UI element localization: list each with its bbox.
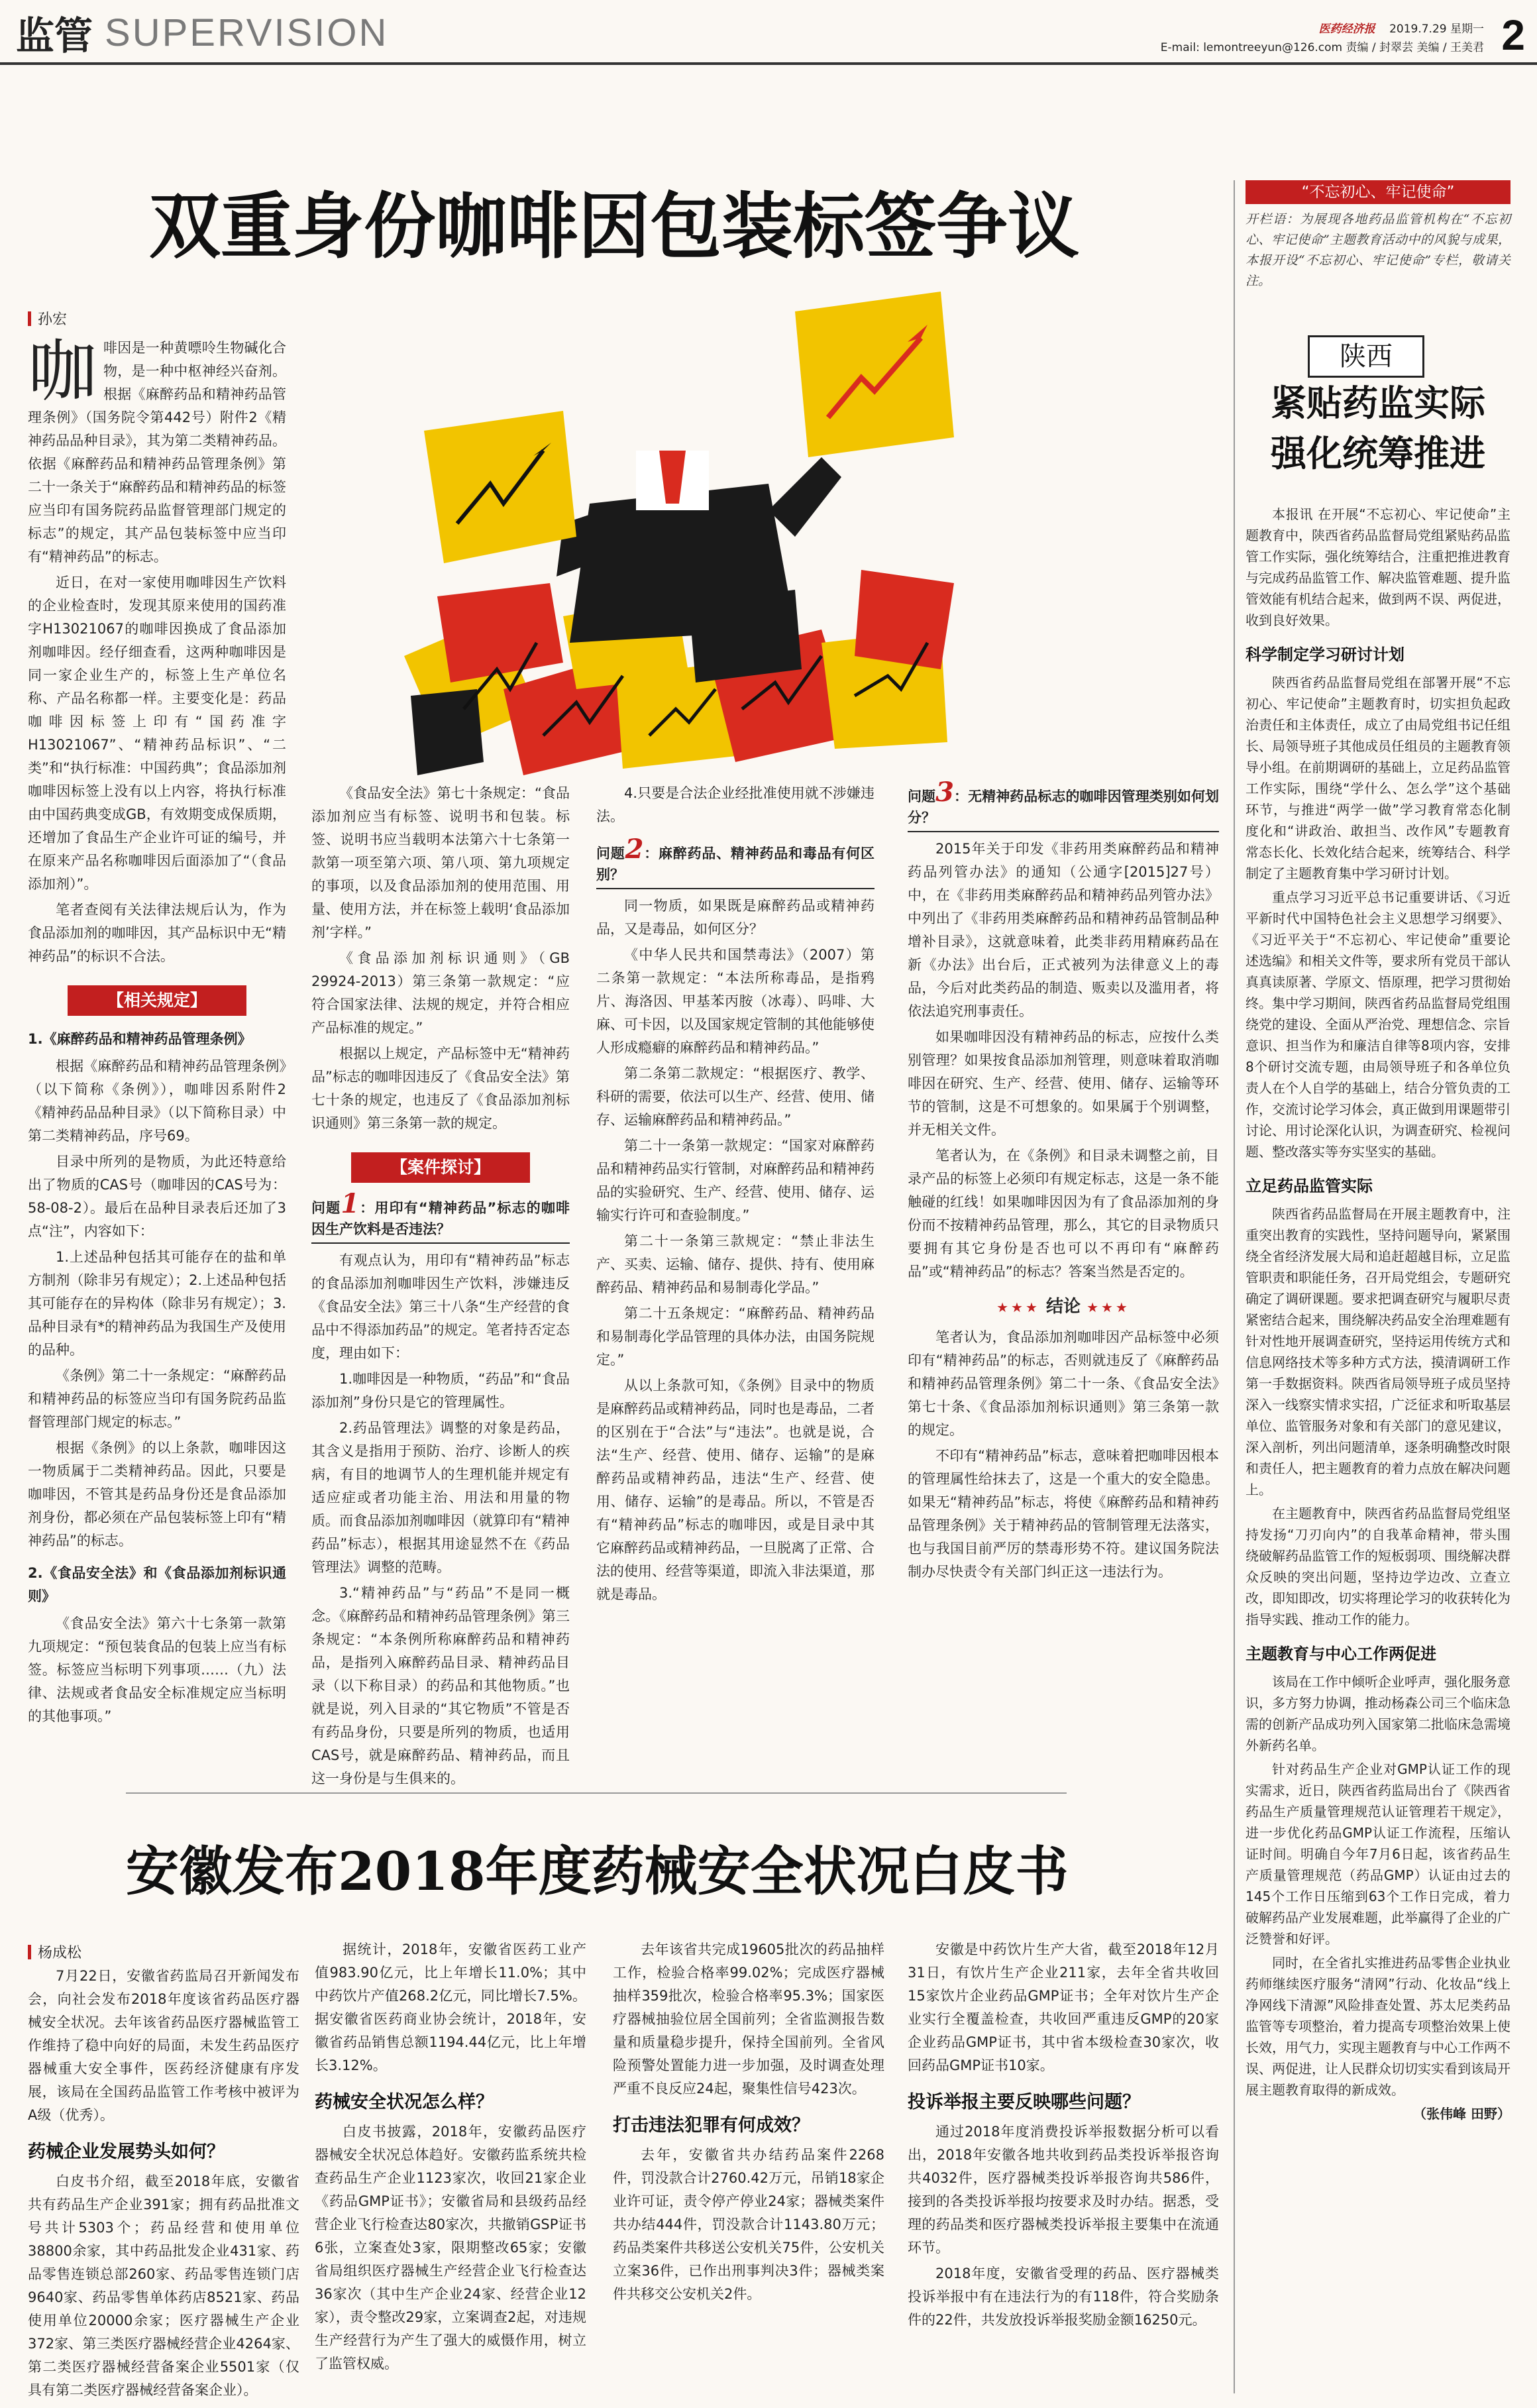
paragraph: 1.咖啡因是一种物质，“药品”和“食品添加剂”身份只是它的管理属性。 [311, 1371, 570, 1410]
article2-byline [28, 1942, 81, 1962]
sidebar-banner: “不忘初心、牢记使命” [1246, 180, 1510, 204]
section-title-en: SUPERVISION [105, 11, 389, 54]
paragraph: 同一物质，如果既是麻醉药品或精神药品，又是毒品，如何区分？ [596, 898, 874, 937]
question-text: ：麻醉药品、精神药品和毒品有何区别？ [596, 846, 875, 883]
article2-title: 安徽发布2018年度药械安全状况白皮书 [126, 1840, 1069, 1902]
paragraph: 本报讯 在开展“不忘初心、牢记使命”主题教育中，陕西省药品监督局党组紧贴药品监管工作实际，强化统筹结合，注重把推进教育与完成药品监管工作、解决监管难题、提升监管效能有机结合起来，做到两不误、两促进，收到良好效果。 [1246, 506, 1510, 628]
question-number: 1 [341, 1188, 360, 1219]
question-1-heading [311, 1188, 570, 1244]
article1-column-4 [908, 777, 1220, 1586]
paragraph: 第二十一条第一款规定：“国家对麻醉药品和精神药品实行管制，对麻醉药品和精神药品的实验研究、生产、经营、使用、储存、运输实行许可和查验制度。” [596, 1138, 874, 1223]
paragraph: 从以上条款可知，《条例》目录中的物质是麻醉药品或精神药品，同时也是毒品，二者的区别在于“合法”与“违法”。也就是说，合法“生产、经营、使用、储存、运输”的是麻醉药品或精神药品，违法“生产、经营、使用、储存、运输”的是毒品。所以，不管是否有“精神药品”标志的咖啡因，或是目录中其它麻醉药品或精神药品，一旦脱离了正常、合法的使用、经营等渠道，即流入非法渠道，那就是毒品。 [596, 1378, 874, 1602]
sidebar-divider [1234, 180, 1235, 2393]
paragraph: 安徽是中药饮片生产大省，截至2018年12月31日，有饮片生产企业211家，去年全省共收回15家饮片企业药品GMP证书；全年对饮片生产企业实行全覆盖检查，共收回严重违反GMP的20家企业药品GMP证书，其中省本级检查30家次，收回药品GMP证书10家。 [908, 1942, 1219, 2073]
question-text: ：用印有“精神药品”标志的咖啡因生产饮料是否违法？ [311, 1200, 570, 1237]
paragraph: 陕西省药品监督局党组在部署开展“不忘初心、牢记使命”主题教育时，切实担负起政治责任和主体责任，成立了由局党组书记任组长、局领导班子其他成员任组员的主题教育领导小组。在前期调研的基础上，立足药品监管工作实际，围绕“学什么、怎么学”这个基础环节，与推进“两学一做”学习教育常态化制度化和“讲政治、敢担当、改作风”专题教育常态长化、长效化结合起来，统筹结合、科学制定了主题教育集中学习研讨计划。 [1246, 675, 1510, 881]
article2-column-2 [315, 1938, 586, 2378]
article2-column-4 [908, 1938, 1219, 2334]
masthead-rule [0, 62, 1537, 65]
paragraph: 据统计，2018年，安徽省医药工业产值983.90亿元，比上年增长11.0%；其中中药饮片产值268.2亿元，同比增长7.5%。据安徽省医药商业协会统计，2018年，安徽省药品销售总额1194.44亿元，比上年增长3.12%。 [315, 1942, 586, 2073]
editor-note: 开栏语：为展现各地药品监管机构在“不忘初心、牢记使命”主题教育活动中的风貌与成果，本报开设“不忘初心、牢记使命”专栏，敬请关注。 [1246, 212, 1510, 288]
paragraph: 2015年关于印发《非药用类麻醉药品和精神药品列管办法》的通知（公通字[2015]27号）中，在《非药用类麻醉药品和精神药品列管办法》中列出了《非药用类麻醉药品和精神药品管制品种增补目录》，这就意味着，此类非药用精麻药品在新《办法》出台后，正式被列为法律意义上的毒品，今后对此类药品的制造、贩卖以及滥用者，将依法追究刑事责任。 [908, 841, 1219, 1019]
conclusion-label: 结论 [1045, 1297, 1081, 1317]
paragraph: 根据《条例》的以上条款，咖啡因这一物质属于二类精神药品。因此，只要是咖啡因，不管其是药品身份还是食品添加剂身份，都必须在产品包装标签上印有“精神药品”的标志。 [28, 1440, 286, 1549]
issue-weekday: 星期一 [1450, 23, 1484, 36]
article1-byline [28, 308, 67, 329]
subheading: 药械安全状况怎么样？ [315, 2092, 494, 2112]
article1-column-3 [596, 782, 874, 1609]
dropcap: 咖 [28, 331, 97, 411]
paragraph: 笔者认为，在《条例》和目录未调整之前，目录产品的标签上必须印有规定标志，这是一条不能触碰的红线！如果咖啡因因为有了食品添加剂的身份而不按精神药品管理，那么，其它的目录物质只要拥有其它身份是否也可以不再印有“麻醉药品”或“精神药品”的标志？答案当然是否定的。 [908, 1148, 1219, 1280]
article2-column-3 [613, 1938, 884, 2309]
article1-column-2 [311, 782, 570, 1793]
regulation-heading: 1.《麻醉药品和精神药品管理条例》 [28, 1031, 252, 1047]
section-label-case: 【案件探讨】 [351, 1152, 530, 1183]
subheading: 科学制定学习研讨计划 [1246, 645, 1404, 664]
paragraph: 有观点认为，用印有“精神药品”标志的食品添加剂咖啡因生产饮料，涉嫌违反《食品安全法》第三十八条“生产经营的食品中不得添加药品”的规定。笔者持否定态度，理由如下： [311, 1252, 570, 1361]
paragraph: 白皮书介绍，截至2018年底，安徽省共有药品生产企业391家；拥有药品批准文号共计5303个；药品经营和使用单位38800余家，其中药品批发企业431家、药品零售连锁总部260家、药品零售连锁门店9640家、药品零售单体药店8521家、药品使用单位20000余家；医疗器械生产企业372家、第三类医疗器械经营企业4264家、第二类医疗器械经营备案企业5501家（仅具有第二类医疗器械经营备案企业）。 [28, 2173, 299, 2398]
paragraph: 去年该省共完成19605批次的药品抽样工作，检验合格率99.02%；完成医疗器械抽样359批次，检验合格率95.3%；国家医疗器械抽验位居全国前列；全省监测报告数量和质量稳步提升，保持全国前列。全省风险预警处置能力进一步加强，及时调查处理严重不良反应24起，聚集性信号423次。 [613, 1942, 884, 2097]
question-2-heading [596, 834, 875, 889]
paper-logo: 医药经济报 [1318, 23, 1375, 36]
paragraph: 笔者查阅有关法律法规后认为，作为食品添加剂的咖啡因，其产品标识中无“精神药品”的标识不合法。 [28, 902, 286, 964]
regulation-heading: 2.《食品安全法》和《食品添加剂标识通则》 [28, 1565, 286, 1604]
byline-marker [28, 311, 31, 326]
paragraph: 陕西省药品监督局在开展主题教育中，注重突出教育的实践性，坚持问题导向，紧紧围绕全省经济发展大局和追赶超越目标，立足监管职责和职能任务，召开局党组会，专题研究确定了调研课题。要求把调查研究与履职尽责紧密结合起来，围绕解决药品安全治理难题有针对性地开展调查研究，坚持运用传统方式和信息网络技术等多种方式方法，摸清调研工作第一手数据资料。陕西省局领导班子成员坚持深入一线察实情求实招，广泛征求和听取基层单位、监管服务对象和有关部门的意见建议，深入剖析，列出问题清单，逐条明确整改时限和责任人，把主题教育的着力点放在解决问题上。 [1246, 1206, 1510, 1498]
paragraph: 4.只要是合法企业经批准使用就不涉嫌违法。 [596, 785, 874, 824]
article1-title: 双重身份咖啡因包装标签争议 [149, 185, 1080, 268]
question-text: ：无精神药品标志的咖啡因管理类别如何划分？ [908, 789, 1220, 826]
sidebar-title-line: 紧贴药监实际 [1271, 382, 1485, 424]
paragraph: 针对药品生产企业对GMP认证工作的现实需求，近日，陕西省药监局出台了《陕西省药品生产质量管理规范认证管理若干规定》，进一步优化药品GMP认证工作流程，压缩认证时间。明确自今年7月6日起，该省药品生产质量管理规范（药品GMP）认证由过去的145个工作日压缩到63个工作日完成，着力破解药品产业发展难题，此举赢得了企业的广泛赞誉和好评。 [1246, 1761, 1510, 1947]
paragraph: 该局在工作中倾听企业呼声，强化服务意识，多方努力协调，推动杨森公司三个临床急需的创新产品成功列入国家第二批临床急需境外新药名单。 [1246, 1674, 1510, 1753]
question-prefix: 问题 [908, 789, 936, 804]
paragraph: 啡因是一种黄嘌呤生物碱化合物，是一种中枢神经兴奋剂。根据《麻醉药品和精神药品管理条例》（国务院令第442号）附件2《精神药品品种目录》，其为第二类精神药品。依据《麻醉药品和精神药品管理条例》第二十一条关于“麻醉药品和精神药品的标签应当印有国务院药品监督管理部门规定的标志”的规定，其产品包装标签中应当印有“精神药品”的标志。 [28, 340, 286, 565]
subheading: 主题教育与中心工作两促进 [1246, 1645, 1436, 1663]
section-title-cn: 监管 [16, 13, 93, 58]
paragraph: 在主题教育中，陕西省药品监督局党组坚持发扬“刀刃向内”的自我革命精神，带头围绕破解药品监管工作的短板弱项、围绕解决群众反映的突出问题，坚持边学边改、立查立改，即知即改，切实将理论学习的收获转化为指导实践、推动工作的能力。 [1246, 1505, 1510, 1627]
author: 杨成松 [38, 1945, 82, 1961]
subheading: 打击违法犯罪有何成效？ [613, 2115, 810, 2136]
paragraph: 去年，安徽省共办结药品案件2268件，罚没款合计2760.42万元，吊销18家企业许可证，责令停产停业24家；器械类案件共办结444件，罚没款合计1143.80万元；药品类案件共移送公安机关75件，公安机关立案36件，已作出刑事判决3件；器械类案件共移交公安机关2件。 [613, 2147, 884, 2302]
sidebar-title [1246, 378, 1510, 478]
star-icon: ★★★ [1086, 1299, 1130, 1315]
held-sign-right [795, 292, 954, 457]
section-label-regulations: 【相关规定】 [68, 985, 246, 1016]
paragraph: 《条例》第二十一条规定：“麻醉药品和精神药品的标签应当印有国务院药品监督管理部门规定的标志。” [28, 1368, 286, 1430]
paragraph: 笔者认为，食品添加剂咖啡因产品标签中必须印有“精神药品”的标志，否则就违反了《麻醉药品和精神药品管理条例》第二十一条、《食品安全法》第七十条、《食品添加剂标识通则》第三条第一款的规定。 [908, 1329, 1219, 1438]
paragraph: 根据《麻醉药品和精神药品管理条例》（以下简称《条例》），咖啡因系附件2《精神药品品种目录》（以下简称目录）中第二类精神药品，序号69。 [28, 1058, 286, 1144]
paragraph: 《食品安全法》第七十条规定：“食品添加剂应当有标签、说明书和包装。标签、说明书应当载明本法第六十七条第一款第一项至第六项、第八项、第九项规定的事项，以及食品添加剂的使用范围、用量、使用方法，并在标签上载明‘食品添加剂’字样。” [311, 785, 570, 940]
paragraph: 通过2018年度消费投诉举报数据分析可以看出，2018年安徽各地共收到药品类投诉举报咨询共4032件，医疗器械类投诉举报咨询共586件，接到的各类投诉举报均按要求及时办结。据悉，受理的药品类和医疗器械类投诉举报主要集中在流通环节。 [908, 2124, 1219, 2256]
paragraph: 重点学习习近平总书记重要讲话、《习近平新时代中国特色社会主义思想学习纲要》、《习近平关于“不忘初心、牢记使命”重要论述选编》和相关文件等，要求所有党员干部认真真读原著、学原文、悟原理，把学习贯彻始终。集中学习期间，陕西省药品监督局党组围绕党的建设、全面从严治党、理想信念、宗旨意识、担当作为和廉洁自律等8项内容，安排8个研讨交流专题，由局领导班子和各单位负责人在个人自学的基础上，结合分管负责的工作，交流讨论学习体会，真正做到用课题带引讨论、用讨论深化认识，为调查研究、检视问题、整改落实等夯实坚实的基础。 [1246, 889, 1510, 1160]
masthead [16, 7, 388, 58]
conclusion-heading [908, 1295, 1219, 1319]
paragraph: 3.“精神药品”与“药品”不是同一概念。《麻醉药品和精神药品管理条例》第三条规定：“本条例所称麻醉药品和精神药品，是指列入麻醉药品目录、精神药品目录（以下称目录）的药品和其他物质。”也就是说，列入目录的“其它物质”不管是否有药品身份，只要是所列的物质，也适用CAS号，就是麻醉药品、精神药品，而且这一身份是与生俱来的。 [311, 1585, 570, 1786]
paragraph: 第二十一条第三款规定：“禁止非法生产、买卖、运输、储存、提供、持有、使用麻醉药品、精神药品和易制毒化学品。” [596, 1233, 874, 1295]
sidebar-signoff: （张伟峰 田野） [1413, 2106, 1510, 2122]
question-number: 3 [935, 777, 954, 808]
author: 孙宏 [38, 311, 68, 328]
paragraph: 2.药品管理法》调整的对象是药品，其含义是指用于预防、治疗、诊断人的疾病，有目的地调节人的生理机能并规定有适应症或者功能主治、用法和用量的物质。而食品添加剂咖啡因（就算印有“精神药品”标志），根据其用途显然不在《药品管理法》调整的范畴。 [311, 1420, 570, 1575]
subheading: 投诉举报主要反映哪些问题？ [908, 2092, 1140, 2112]
question-prefix: 问题 [311, 1200, 341, 1216]
paragraph: 根据以上规定，产品标签中无“精神药品”标志的咖啡因违反了《食品安全法》第七十条的规定，也违反了《食品添加剂标识通则》第三条第一款的规定。 [311, 1046, 570, 1131]
paragraph: 1.上述品种包括其可能存在的盐和单方制剂（除非另有规定）；2.上述品种包括其可能存在的异构体（除非另有规定）；3.品种目录有*的精神药品为我国生产及使用的品种。 [28, 1249, 286, 1358]
paragraph: 第二条第二款规定：“根据医疗、教学、科研的需要，依法可以生产、经营、使用、储存、运输麻醉药品和精神药品。” [596, 1066, 874, 1128]
question-3-heading [908, 777, 1220, 832]
paragraph: 目录中所列的是物质，为此还特意给出了物质的CAS号（咖啡因的CAS号为：58-08-2）。最后在品种目录表后还加了3点“注”，内容如下： [28, 1154, 286, 1239]
paragraph: 2018年度，安徽省受理的药品、医疗器械类投诉举报中有在违法行为的有118件，符合奖励条件的22件，共发放投诉举报奖励金额16250元。 [908, 2266, 1219, 2328]
paper-info [1161, 20, 1484, 57]
paragraph: 如果咖啡因没有精神药品的标志，应按什么类别管理？如果按食品添加剂管理，则意味着取消咖啡因在研究、生产、经营、使用、储存、运输等环节的管制，这是不可想象的。如果属于个别调整，并无相关文件。 [908, 1029, 1219, 1138]
sidebar-title-line: 强化统筹推进 [1271, 432, 1485, 474]
paragraph: 《食品安全法》第六十七条第一款第九项规定：“预包装食品的包装上应当有标签。标签应当标明下列事项……（九）法律、法规或者食品安全标准规定应当标明的其他事项。” [28, 1615, 286, 1724]
paragraph: 《食品添加剂标识通则》（GB 29924-2013）第三条第一款规定：“应符合国家法律、法规的规定，并符合相应产品标准的规定。” [311, 950, 570, 1036]
question-prefix: 问题 [596, 846, 625, 861]
paragraph: 第二十五条规定：“麻醉药品、精神药品和易制毒化学品管理的具体办法，由国务院规定。” [596, 1305, 874, 1368]
article-separator [126, 1792, 1067, 1794]
email[interactable]: E-mail: lemontreeyun@126.com [1160, 41, 1343, 54]
sidebar-article [1246, 504, 1510, 2127]
paragraph: 近日，在对一家使用咖啡因生产饮料的企业检查时，发现其原来使用的国药准字H13021067的咖啡因换成了食品添加剂咖啡因。经仔细查看，这两种咖啡因是同一家企业生产的，标签上生产单位名称、产品名称都一样。主要变化是：药品咖啡因标签上印有“国药准字H13021067”、“精神药品标识”、“二类”和“执行标准：中国药典”；食品添加剂咖啡因标签上没有以上内容，将执行标准由中国药典变成GB，有效期变成保质期，还增加了食品生产企业许可证的编号，并在原来产品名称咖啡因后面添加了“（食品添加剂）”。 [28, 575, 286, 892]
question-number: 2 [625, 834, 644, 865]
page-number: 2 [1501, 11, 1525, 59]
region-tag: 陕西 [1308, 335, 1424, 378]
star-icon: ★★★ [996, 1299, 1040, 1315]
article1-column-1 [28, 331, 286, 1731]
paragraph: 不印有“精神药品”标志，意味着把咖啡因根本的管理属性给抹去了，这是一个重大的安全隐患。如果无“精神药品”标志，将使《麻醉药品和精神药品管理条例》关于精神药品的管制管理无法落实，也与我国目前严厉的禁毒形势不符。建议国务院法制办尽快责令有关部门纠正这一违法行为。 [908, 1448, 1219, 1580]
subheading: 药械企业发展势头如何？ [28, 2142, 225, 2162]
person-figure [556, 451, 841, 643]
paragraph: 同时，在全省扎实推进药品零售企业执业药师继续医疗服务“清网”行动、化妆品“线上净网线下清源”风险排查处置、苏太尼类药品监管等专项整治，着力提高专项整治效果上使长效，用气力，实现主题教育与中心工作两不误、两促进，让人民群众切切实实看到该局开展主题教育取得的新成效。 [1246, 1955, 1510, 2098]
bargaining-illustration [398, 285, 967, 789]
paragraph: 《中华人民共和国禁毒法》（2007）第二条第一款规定：“本法所称毒品，是指鸦片、海洛因、甲基苯丙胺（冰毒）、吗啡、大麻、可卡因，以及国家规定管制的其他能够使人形成瘾癖的麻醉药品和精神药品。” [596, 947, 874, 1056]
editors: 责编 / 封翠芸 美编 / 王美君 [1346, 41, 1484, 54]
article2-column-1 [28, 1965, 299, 2405]
byline-marker [28, 1945, 31, 1959]
held-sign-left [424, 411, 576, 563]
issue-date: 2019.7.29 [1389, 23, 1447, 36]
subheading: 立足药品监管实际 [1246, 1177, 1373, 1195]
paragraph: 7月22日，安徽省药监局召开新闻发布会，向社会发布2018年度该省药品医疗器械安全状况。去年该省药品医疗器械监管工作维持了稳中向好的局面，未发生药品医疗器械重大安全事件，医药经济健康有序发展，该局在全国药品监管工作考核中被评为A级（优秀）。 [28, 1968, 299, 2123]
paragraph: 白皮书披露，2018年，安徽药品医疗器械安全状况总体趋好。安徽药监系统共检查药品生产企业1123家次，收回21家企业《药品GMP证书》；安徽省局和县级药品经营企业飞行检查达80家次，共撤销GSP证书6张，立案查处3家，限期整改65家；安徽省局组织医疗器械生产经营企业飞行检查达36家次（其中生产企业24家、经营企业12家），责令整改29家，立案调查2起，对违规生产经营行为产生了强大的威慑作用，树立了监管权威。 [315, 2124, 586, 2372]
